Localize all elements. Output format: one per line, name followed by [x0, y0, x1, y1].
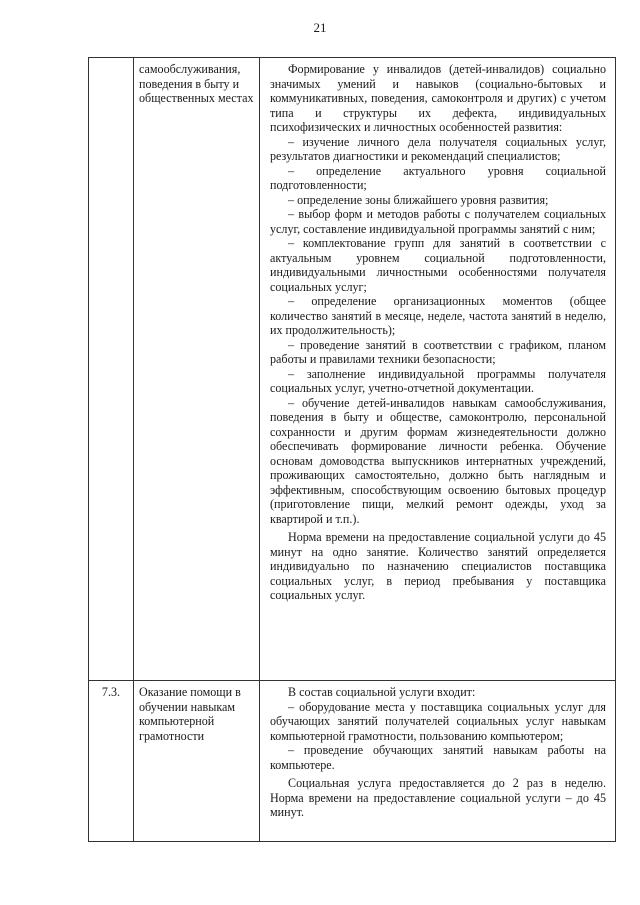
- description-paragraph: – изучение личного дела получателя социальных услуг, результатов диагностики и рекомендаций специалистов;: [270, 134, 606, 163]
- service-description-cell: [260, 58, 616, 681]
- page-number: 21: [313, 20, 327, 35]
- services-table: [88, 57, 616, 842]
- description-paragraph: – заполнение индивидуальной программы получателя социальных услуг, учетно-отчетной документации.: [270, 366, 606, 395]
- row-number-cell: [89, 58, 134, 681]
- description-paragraph: – оборудование места у поставщика социальных услуг для обучающих занятий получателей социальных услуг навыкам компьютерной грамотности, пользованию компьютером;: [270, 699, 606, 743]
- row-number-cell: 7.3.: [89, 681, 134, 842]
- description-paragraph: – обучение детей-инвалидов навыкам самообслуживания, поведения в быту и обществе, самоконтролю, персональной сохранности и другим формам жизнедеятельности должно обеспечивать формирование личности ребенка. Обучение основам домоводства выпускников интернатных учреждений, проживающих самостоятельно, должно быть наглядным и эффективным, способствующим освоению бытовых процедур (приготовление пищи, мелкий ремонт одежды, уход за квартирой и т.п.).: [270, 395, 606, 526]
- service-name-cell: самообслуживания, поведения в быту и общественных местах: [134, 58, 260, 681]
- description-paragraph: – определение актуального уровня социальной подготовленности;: [270, 163, 606, 192]
- table-row: [89, 58, 616, 681]
- description-paragraph: Социальная услуга предоставляется до 2 раз в неделю. Норма времени на предоставление социальной услуги – до 45 минут.: [270, 776, 606, 819]
- description-paragraph: Формирование у инвалидов (детей-инвалидов) социально значимых умений и навыков (социально-бытовых и коммуникативных, поведения, самоконтроля и других) с учетом типа и структуры их дефекта, индивидуальных психофизических и личностных особенностей развития:: [270, 62, 606, 134]
- description-paragraph: – комплектование групп для занятий в соответствии с актуальным уровнем социальной подготовленности, индивидуальными личностными особенностями получателя социальных услуг;: [270, 236, 606, 294]
- description-paragraph: – проведение обучающих занятий навыкам работы на компьютере.: [270, 743, 606, 772]
- table-row: [89, 681, 616, 842]
- description-paragraph: В состав социальной услуги входит:: [288, 685, 476, 699]
- service-name-cell: Оказание помощи в обучении навыкам компьютерной грамотности: [134, 681, 260, 842]
- description-paragraph: – проведение занятий в соответствии с графиком, планом работы и правилами техники безопасности;: [270, 337, 606, 366]
- description-paragraph: – определение зоны ближайшего уровня развития;: [288, 192, 549, 207]
- description-paragraph: – выбор форм и методов работы с получателем социальных услуг, составление индивидуальной программы занятий с ним;: [270, 207, 606, 236]
- service-description-cell: [260, 681, 616, 842]
- description-paragraph: Норма времени на предоставление социальной услуги до 45 минут на одно занятие. Количество занятий определяется индивидуально по назначению специалистов поставщика социальных услуг, в период пребывания у поставщика социальных услуг.: [270, 530, 606, 602]
- description-paragraph: – определение организационных моментов (общее количество занятий в месяце, неделе, частота занятий в неделю, их продолжительность);: [270, 294, 606, 337]
